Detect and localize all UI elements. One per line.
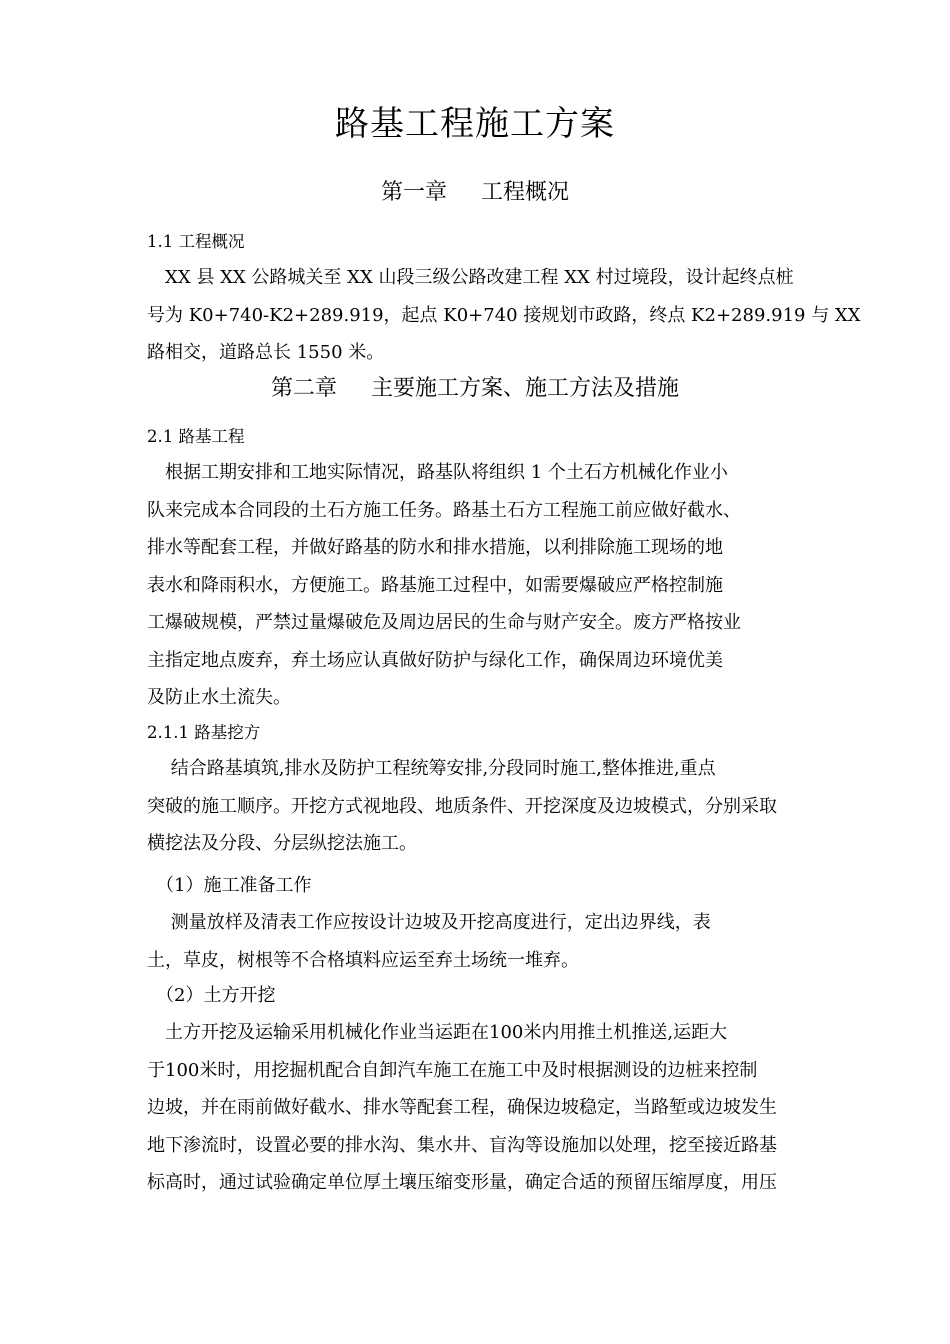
text-line: 及防止水土流失。 bbox=[147, 687, 291, 708]
item-2-heading bbox=[147, 977, 827, 1015]
item-1-heading bbox=[147, 867, 827, 905]
chapter-1-number: 第一章 bbox=[380, 180, 447, 205]
section-2-1-1-heading: 2.1.1 路基挖方 bbox=[147, 723, 261, 742]
text-line: 排水等配套工程，并做好路基的防水和排水措施，以利排除施工现场的地 bbox=[147, 537, 723, 558]
text-line: 表水和降雨积水，方便施工。路基施工过程中，如需要爆破应严格控制施 bbox=[147, 574, 723, 596]
text-line: 于100米时，用挖掘机配合自卸汽车施工在施工中及时根据测设的边桩来控制 bbox=[147, 1059, 758, 1081]
text-line: 突破的施工顺序。开挖方式视地段、地质条件、开挖深度及边坡模式，分别采取 bbox=[147, 795, 777, 817]
text-line: 标高时，通过试验确定单位厚土壤压缩变形量，确定合适的预留压缩厚度，用压 bbox=[147, 1172, 777, 1193]
text-line: 测量放样及清表工作应按设计边坡及开挖高度进行，定出边界线，表 bbox=[147, 912, 711, 933]
text-line: （1）施工准备工作 bbox=[147, 875, 312, 896]
chapter-2-heading bbox=[0, 373, 950, 405]
section-1-1-heading: 1.1 工程概况 bbox=[147, 232, 245, 251]
chapter-2-name: 主要施工方案、施工方法及措施 bbox=[371, 376, 680, 401]
text-line: （2）土方开挖 bbox=[147, 985, 276, 1006]
text-line: 主指定地点废弃，弃土场应认真做好防护与绿化工作，确保周边环境优美 bbox=[147, 649, 723, 671]
text-line: 队来完成本合同段的土石方施工任务。路基土石方工程施工前应做好截水、 bbox=[147, 499, 741, 521]
chapter-2-number: 第二章 bbox=[270, 376, 337, 401]
text-line: 土，草皮，树根等不合格填料应运至弃土场统一堆弃。 bbox=[147, 949, 579, 971]
text-line: 边坡，并在雨前做好截水、排水等配套工程，确保边坡稳定，当路堑或边坡发生 bbox=[147, 1097, 777, 1118]
chapter-1-heading bbox=[0, 177, 950, 209]
document-title: 路基工程施工方案 bbox=[335, 104, 615, 144]
text-line: 地下渗流时，设置必要的排水沟、集水井、盲沟等设施加以处理，挖至接近路基 bbox=[147, 1134, 777, 1156]
paragraph-item-2 bbox=[147, 1014, 827, 1202]
text-line: XX 县 XX 公路城关至 XX 山段三级公路改建工程 XX 村过境段，设计起终点桩 bbox=[147, 267, 794, 288]
paragraph-1-1 bbox=[147, 259, 861, 372]
chapter-1-name: 工程概况 bbox=[481, 180, 570, 205]
text-line: 根据工期安排和工地实际情况，路基队将组织 1 个土石方机械化作业小 bbox=[147, 462, 728, 483]
text-line: 横挖法及分段、分层纵挖法施工。 bbox=[147, 833, 417, 854]
text-line: 路相交，道路总长 1550 米。 bbox=[147, 342, 385, 363]
section-2-1-heading: 2.1 路基工程 bbox=[147, 427, 245, 446]
text-line: 土方开挖及运输采用机械化作业当运距在100米内用推土机推送,运距大 bbox=[147, 1022, 728, 1043]
paragraph-item-1 bbox=[147, 904, 827, 979]
text-line: 号为 K0+740-K2+289.919，起点 K0+740 接规划市政路，终点 K2+289.919 与 XX bbox=[147, 304, 861, 326]
paragraph-2-1-1 bbox=[147, 750, 827, 863]
paragraph-2-1 bbox=[147, 454, 827, 717]
text-line: 结合路基填筑,排水及防护工程统筹安排,分段同时施工,整体推进,重点 bbox=[147, 758, 716, 779]
text-line: 工爆破规模，严禁过量爆破危及周边居民的生命与财产安全。废方严格按业 bbox=[147, 612, 741, 633]
